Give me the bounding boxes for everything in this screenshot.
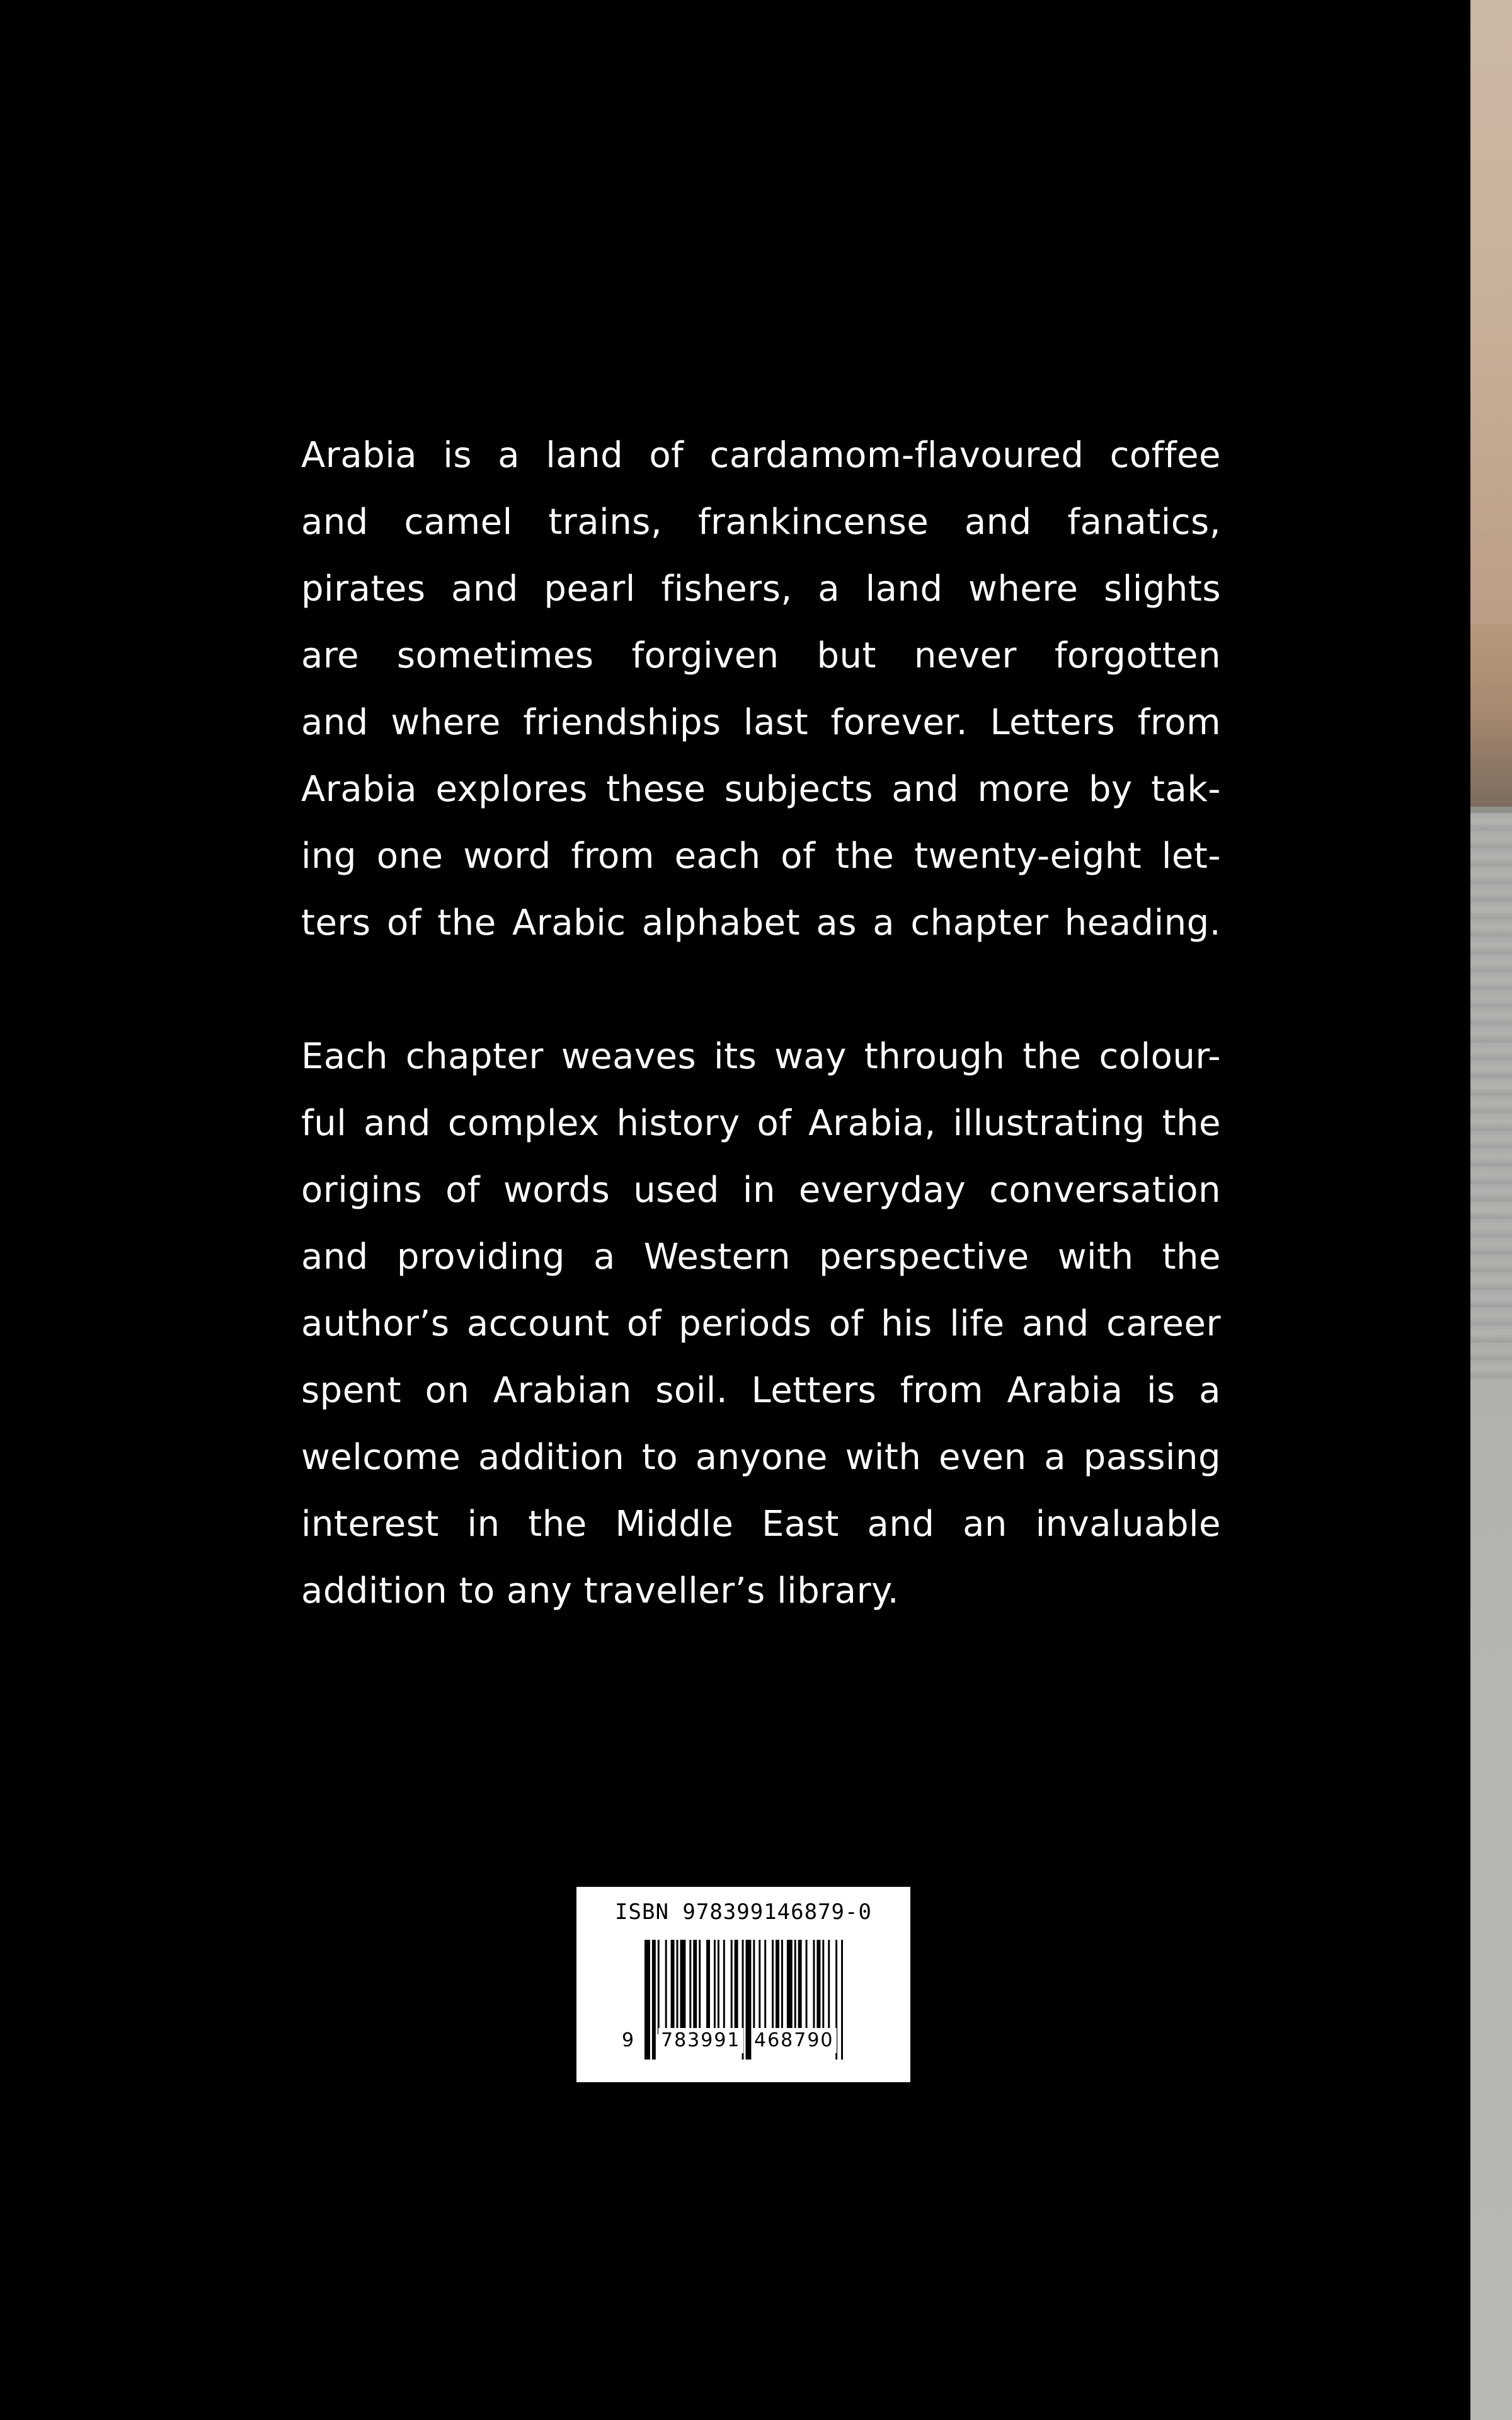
blurb-line: origins of words used in everyday conversation (301, 1170, 1221, 1211)
blurb-line: ing one word from each of the twenty-eight let- (301, 836, 1221, 877)
barcode-bar (677, 1940, 679, 2034)
barcode-bar (693, 1940, 697, 2034)
blurb-line: spent on Arabian soil. Letters from Arabia is a (301, 1370, 1221, 1411)
barcode-bar (753, 1940, 755, 2034)
barcode-bar (772, 1940, 774, 2034)
blurb-line: Each chapter weaves its way through the colour- (301, 1036, 1221, 1077)
barcode-bar (658, 1940, 660, 2034)
barcode-bar (794, 1940, 796, 2034)
blurb-paragraph-1 (301, 422, 1221, 957)
blurb-line: Arabia is a land of cardamom-flavoured coffee (301, 435, 1221, 476)
blurb-line: ters of the Arabic alphabet as a chapter heading. (301, 902, 1221, 943)
barcode-right-digits: 468790 (752, 2028, 837, 2053)
barcode-bar (689, 1940, 691, 2034)
barcode-first-digit: 9 (622, 2028, 634, 2053)
barcode-bar (828, 1940, 830, 2034)
barcode-bar (822, 1940, 824, 2034)
barcode-bar (816, 1940, 820, 2034)
blurb-line: Arabia explores these subjects and more by tak- (301, 769, 1221, 810)
blurb-line: ful and complex history of Arabia, illustrating the (301, 1103, 1221, 1144)
barcode-bar (714, 1940, 716, 2034)
barcode-bar (706, 1940, 710, 2034)
blurb-line: and where friendships last forever. Letters from (301, 702, 1221, 743)
spine-water-detail (1470, 813, 1512, 1380)
barcode-bar (718, 1940, 719, 2034)
blurb-line: are sometimes forgiven but never forgotten (301, 635, 1221, 676)
barcode-bar (745, 1940, 751, 2060)
barcode-bar (764, 1940, 766, 2034)
blurb-line: addition to any traveller’s library. (301, 1570, 900, 1611)
barcode-bar (813, 1940, 815, 2034)
blurb-paragraph-2 (301, 1023, 1221, 1625)
blurb-line: author’s account of periods of his life and career (301, 1303, 1221, 1344)
blurb-line: interest in the Middle East and an invaluable (301, 1504, 1221, 1545)
blurb-line: and camel trains, frankincense and fanatics, (301, 502, 1221, 543)
isbn-barcode-label (576, 1887, 910, 2082)
barcode-bar (787, 1940, 793, 2034)
spine-photo-strip (1470, 0, 1512, 2420)
spine-rock-detail (1470, 624, 1512, 807)
barcode-bar (652, 1940, 656, 2060)
barcode-bar (671, 1940, 675, 2034)
barcode-bar (735, 1940, 738, 2034)
blurb-line: pirates and pearl fishers, a land where slights (301, 568, 1221, 609)
barcode-bar (723, 1940, 725, 2034)
blurb-text (301, 422, 1221, 1625)
barcode-bar (781, 1940, 783, 2034)
blurb-line: welcome addition to anyone with even a passing (301, 1437, 1221, 1478)
barcode-bar (806, 1940, 808, 2034)
barcode-bar (798, 1940, 802, 2034)
barcode-bar (644, 1940, 650, 2060)
barcode-left-digits: 783991 (658, 2028, 743, 2053)
barcode-bar (699, 1940, 701, 2034)
barcode-bar (731, 1940, 733, 2034)
barcode-bar (759, 1940, 760, 2034)
barcode-bar (665, 1940, 667, 2034)
barcode-bar (776, 1940, 779, 2034)
isbn-number: ISBN 978399146879-0 (615, 1899, 872, 1925)
barcode-bar (841, 1940, 843, 2060)
barcode-bar (680, 1940, 685, 2034)
blurb-line: and providing a Western perspective with the (301, 1236, 1221, 1277)
